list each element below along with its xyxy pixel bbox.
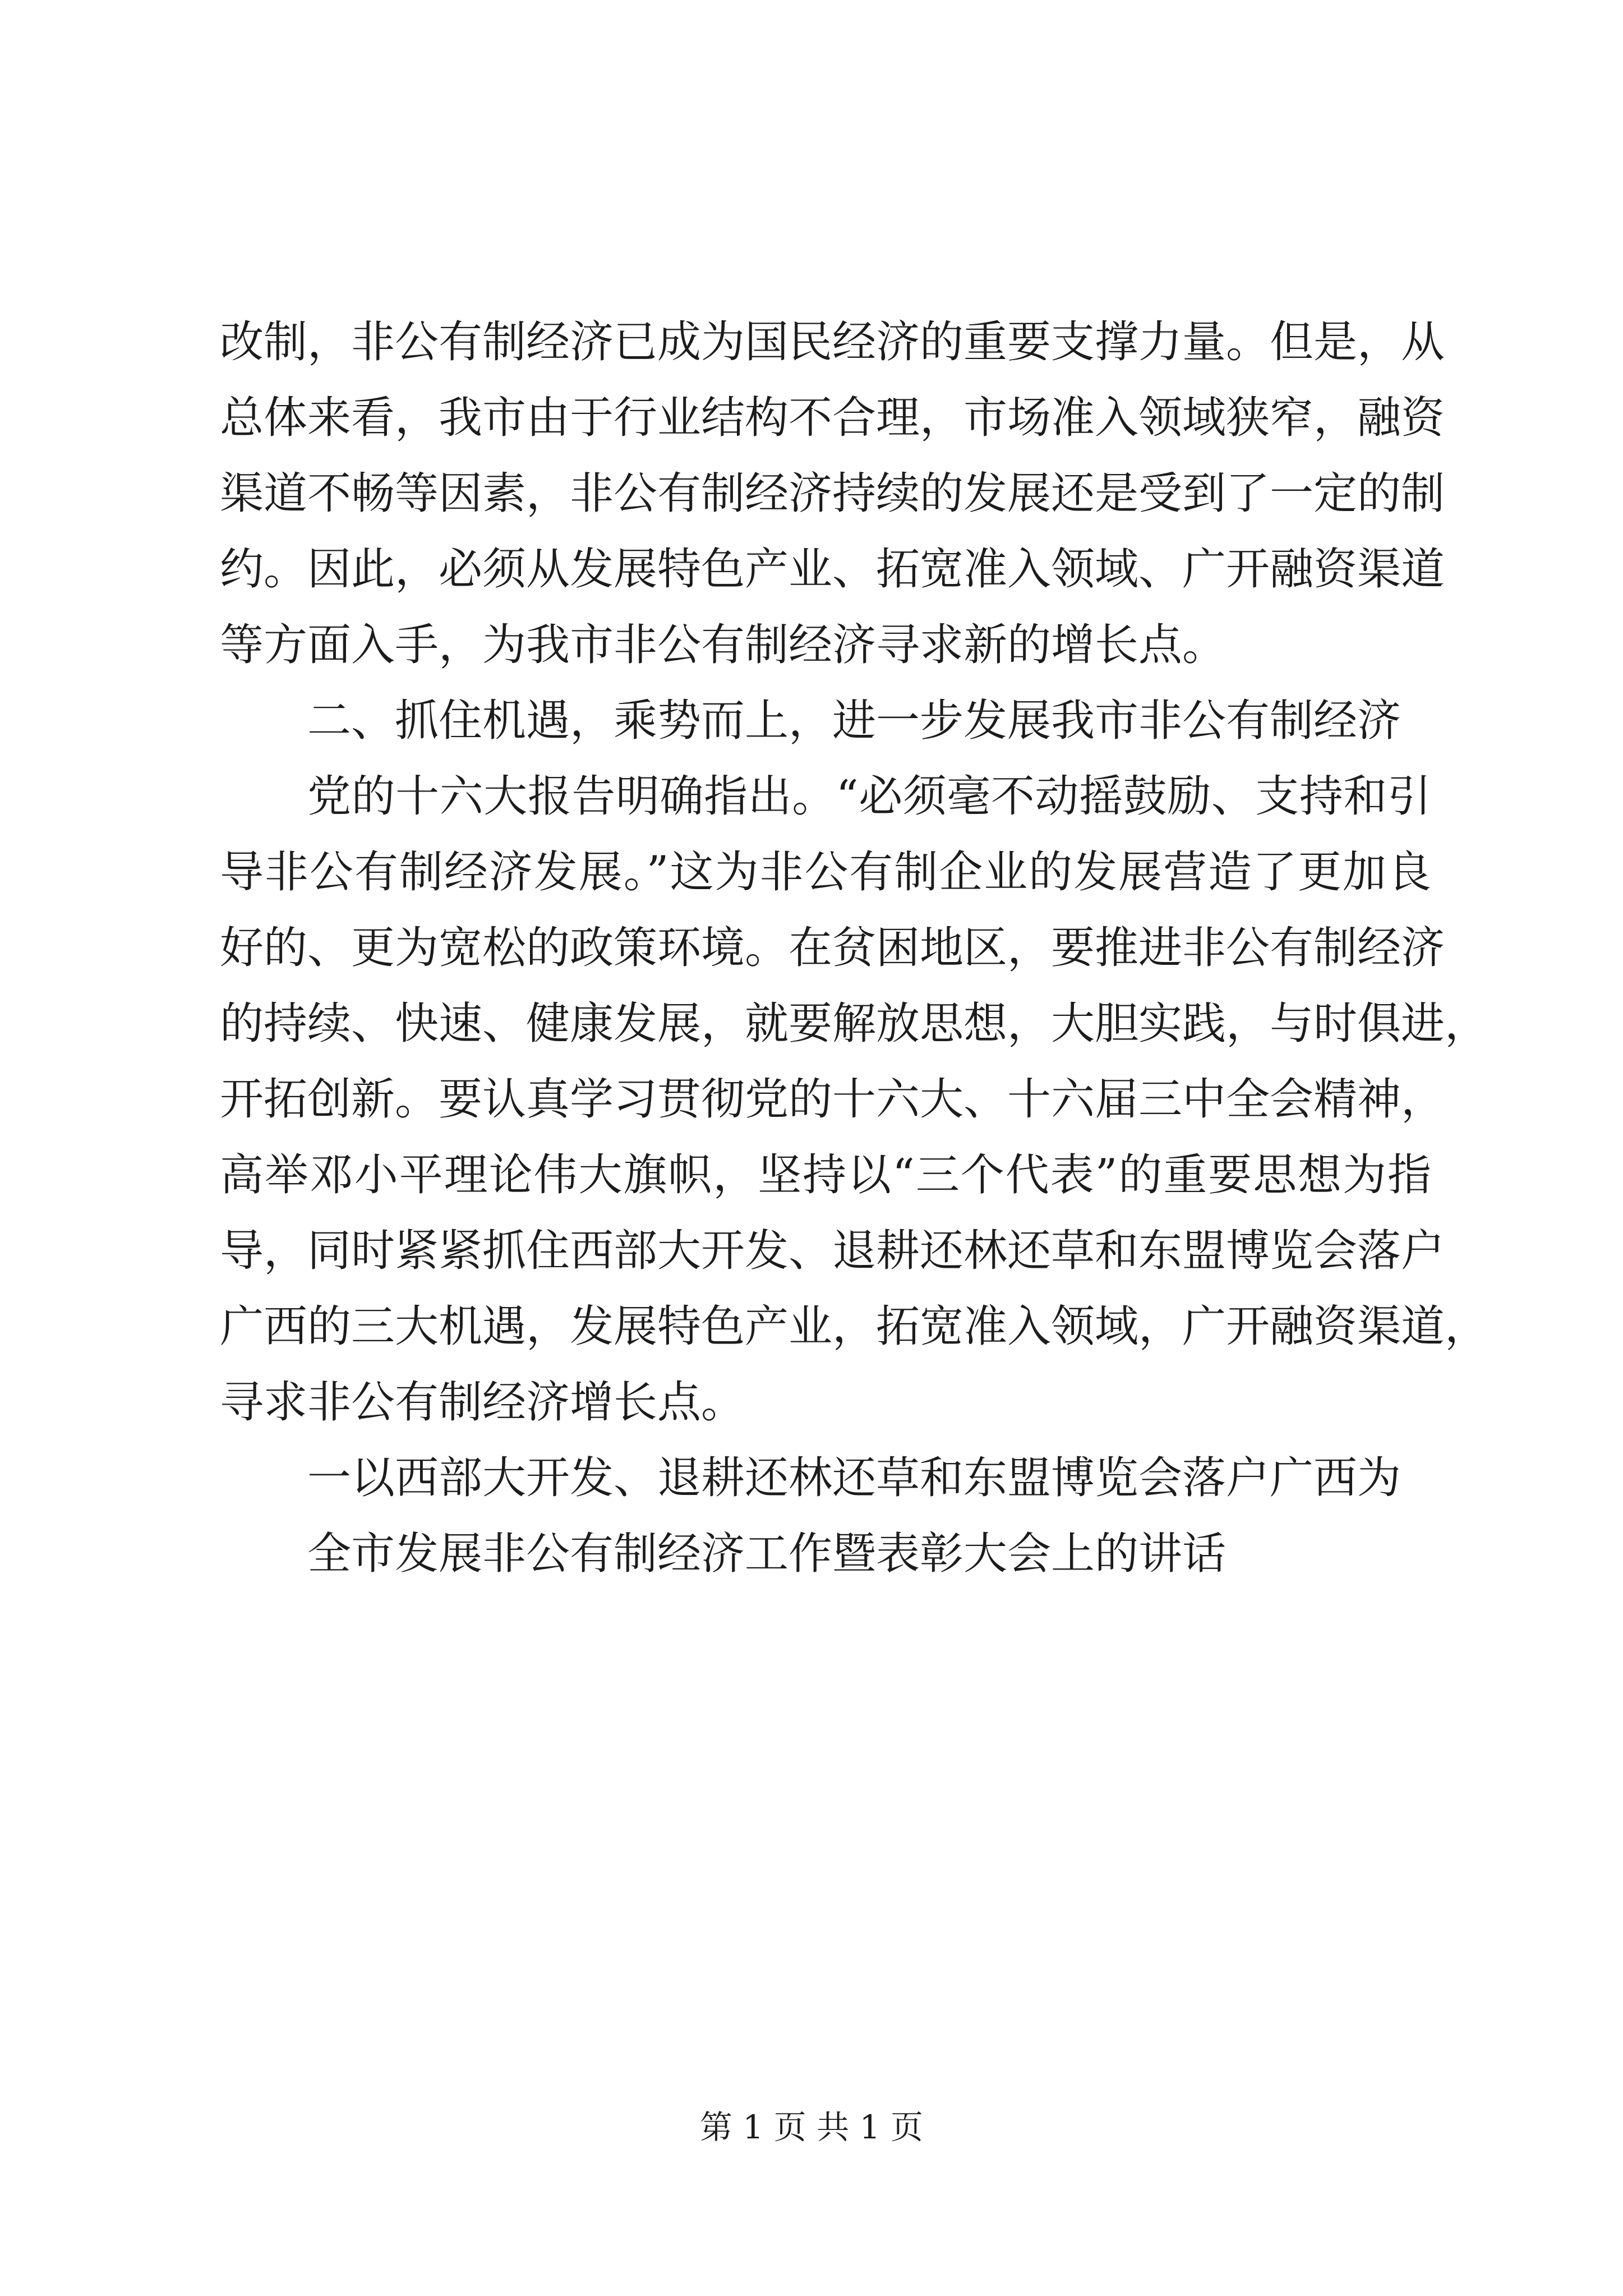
paragraph-line: 高举邓小平理论伟大旗帜，坚持以“三个代表”的重要思想为指	[220, 1150, 1431, 1200]
paragraph-line: 的持续、快速、健康发展，就要解放思想，大胆实践，与时俱进，	[220, 999, 1489, 1049]
paragraph-line: 总体来看，我市由于行业结构不合理，市场准入领域狭窄，融资	[220, 393, 1445, 443]
paragraph-line: 一以西部大开发、退耕还林还草和东盟博览会落户广西为	[307, 1453, 1401, 1503]
paragraph-line: 渠道不畅等因素，非公有制经济持续的发展还是受到了一定的制	[220, 468, 1445, 519]
paragraph-line: 广西的三大机遇，发展特色产业，拓宽准入领域，广开融资渠道，	[220, 1301, 1489, 1352]
paragraph-line: 改制，非公有制经济已成为国民经济的重要支撑力量。但是，从	[220, 317, 1445, 367]
speech-title-line: 全市发展非公有制经济工作暨表彰大会上的讲话	[307, 1529, 1227, 1579]
paragraph-line: 等方面入手，为我市非公有制经济寻求新的增长点。	[220, 620, 1227, 670]
paragraph-line: 寻求非公有制经济增长点。	[220, 1377, 745, 1428]
paragraph-line: 导非公有制经济发展。”这为非公有制企业的发展营造了更加良	[220, 847, 1431, 898]
paragraph-line: 开拓创新。要认真学习贯彻党的十六大、十六届三中全会精神，	[220, 1074, 1445, 1125]
paragraph-line: 导，同时紧紧抓住西部大开发、退耕还林还草和东盟博览会落户	[220, 1226, 1445, 1276]
page-footer: 第 1 页 共 1 页	[700, 2108, 923, 2146]
paragraph-line: 党的十六大报告明确指出。“必须毫不动摇鼓励、支持和引	[307, 771, 1431, 822]
paragraph-line: 好的、更为宽松的政策环境。在贫困地区，要推进非公有制经济	[220, 923, 1445, 973]
paragraph-line: 约。因此，必须从发展特色产业、拓宽准入领域、广开融资渠道	[220, 544, 1445, 595]
section-heading: 二、抓住机遇，乘势而上，进一步发展我市非公有制经济	[307, 696, 1401, 746]
